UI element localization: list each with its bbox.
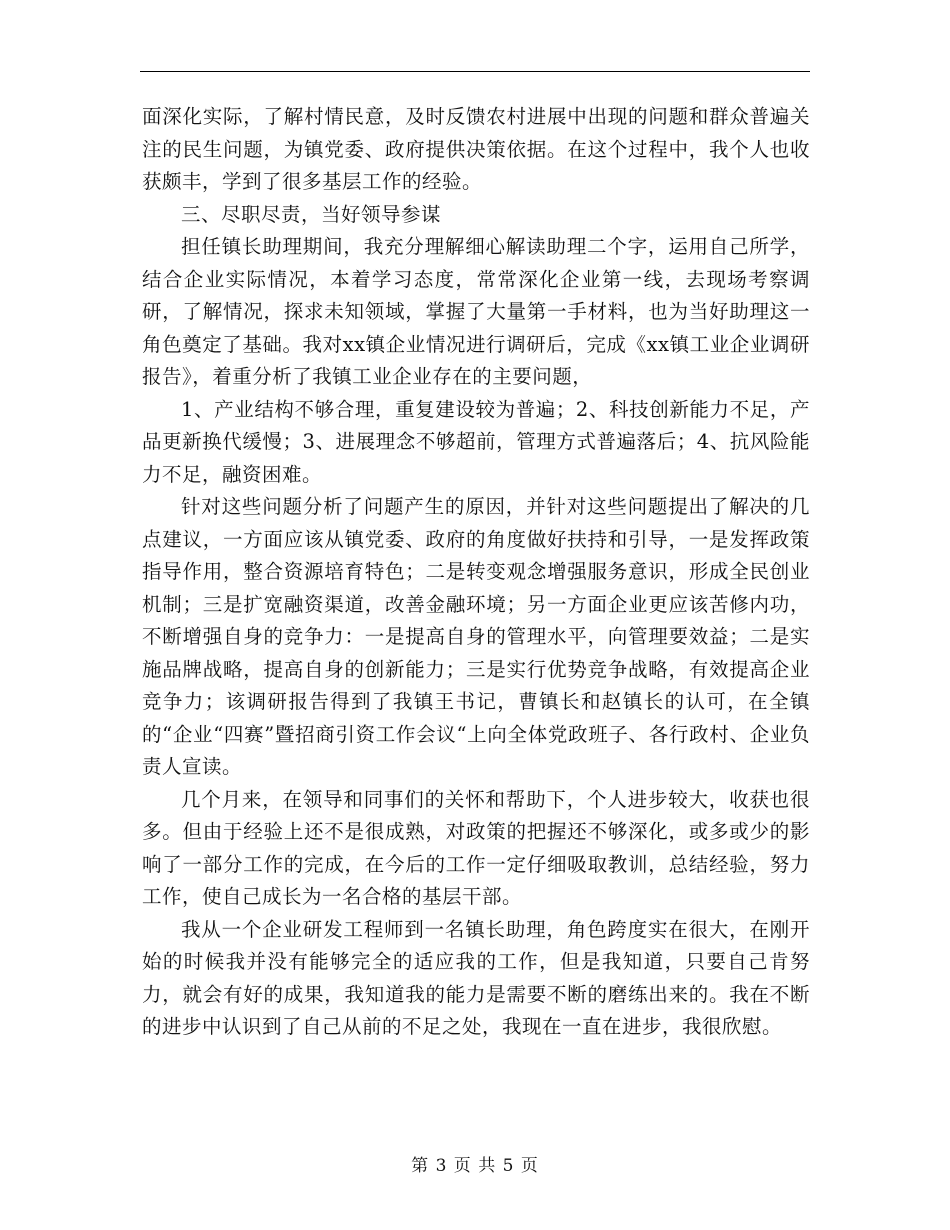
page-number: 第 3 页 共 5 页 <box>411 1156 539 1176</box>
section-heading: 三、尽职尽责，当好领导参谋 <box>181 202 442 226</box>
paragraph-7: 我从一个企业研发工程师到一名镇长助理，角色跨度实在很大，在刚开始的时候我并没有能够完全的适应我的工作，但是我知道，只要自己肯努力，就会有好的成果，我知道我的能力是需要不断的磨练出来的。我在不断的进步中认识到了自己从前的不足之处，我现在一直在进步，我很欣慰。 <box>142 917 810 1038</box>
paragraph-5: 针对这些问题分析了问题产生的原因，并针对这些问题提出了解决的几点建议，一方面应该从镇党委、政府的角度做好扶持和引导，一是发挥政策指导作用，整合资源培育特色；二是转变观念增强服务意识，形成全民创业机制；三是扩宽融资渠道，改善金融环境；另一方面企业更应该苦修内功，不断增强自身的竞争力：一是提高自身的管理水平，向管理要效益；二是实施品牌战略，提高自身的创新能力；三是实行优势竞争战略，有效提高企业竞争力；该调研报告得到了我镇王书记，曹镇长和赵镇长的认可，在全镇的“企业“四赛”暨招商引资工作会议“上向全体党政班子、各行政村、企业负责人宣读。 <box>142 495 810 778</box>
paragraph-3: 担任镇长助理期间，我充分理解细心解读助理二个字，运用自己所学，结合企业实际情况，本着学习态度，常常深化企业第一线，去现场考察调研，了解情况，探求未知领域，掌握了大量第一手材料，也为当好助理这一角色奠定了基础。我对xx镇企业情况进行调研后，完成《xx镇工业企业调研报告》，着重分析了我镇工业企业存在的主要问题， <box>142 235 810 388</box>
header-rule <box>140 71 810 72</box>
paragraph-6: 几个月来，在领导和同事们的关怀和帮助下，个人进步较大，收获也很多。但由于经验上还不是很成熟，对政策的把握还不够深化，或多或少的影响了一部分工作的完成，在今后的工作一定仔细吸取教训，总结经验，努力工作，使自己成长为一名合格的基层干部。 <box>142 787 810 908</box>
document-body <box>142 101 810 1044</box>
paragraph-1: 面深化实际，了解村情民意，及时反馈农村进展中出现的问题和群众普遍关注的民生问题，为镇党委、政府提供决策依据。在这个过程中，我个人也收获颇丰，学到了很多基层工作的经验。 <box>142 105 810 193</box>
paragraph-4: 1、产业结构不够合理，重复建设较为普遍；2、科技创新能力不足，产品更新换代缓慢；3、进展理念不够超前，管理方式普遍落后；4、抗风险能力不足，融资困难。 <box>142 397 810 486</box>
